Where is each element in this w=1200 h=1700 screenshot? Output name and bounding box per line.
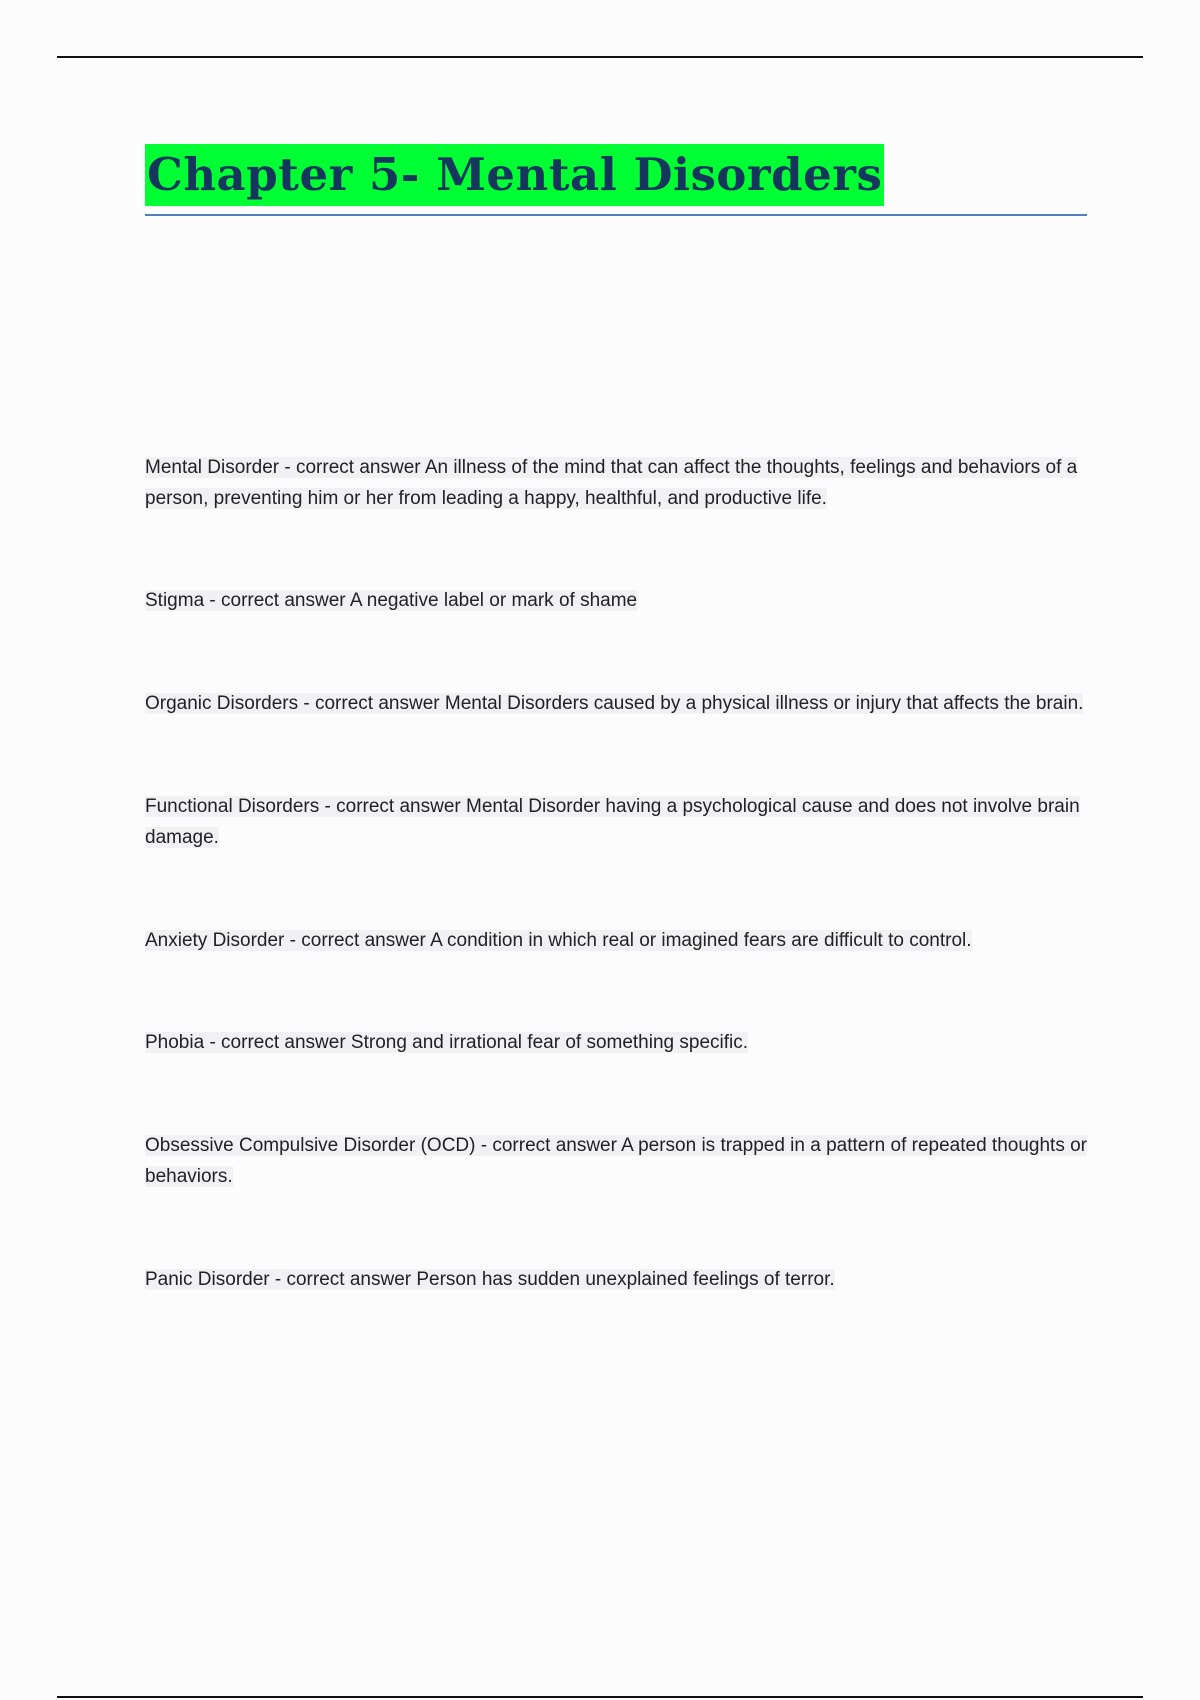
entry-functional-disorders: Functional Disorders - correct answer Mental Disorder having a psychological cause and does not involve brain damage. xyxy=(145,796,1080,848)
entry-organic-disorders: Organic Disorders - correct answer Mental Disorders caused by a physical illness or injury that affects the brain. xyxy=(145,693,1084,714)
flashcard-list xyxy=(145,452,1090,1295)
flashcard-entry xyxy=(145,585,1090,616)
entry-ocd: Obsessive Compulsive Disorder (OCD) - correct answer A person is trapped in a pattern of repeated thoughts or behaviors. xyxy=(145,1135,1087,1187)
flashcard-entry xyxy=(145,688,1090,719)
flashcard-entry xyxy=(145,791,1090,853)
entry-stigma: Stigma - correct answer A negative label or mark of shame xyxy=(145,590,638,611)
page-bottom-rule xyxy=(57,1696,1143,1698)
title-block xyxy=(145,144,1087,206)
entry-anxiety-disorder: Anxiety Disorder - correct answer A condition in which real or imagined fears are difficult to control. xyxy=(145,930,972,951)
title-underline xyxy=(145,214,1087,216)
entry-phobia: Phobia - correct answer Strong and irrational fear of something specific. xyxy=(145,1032,749,1053)
entry-panic-disorder: Panic Disorder - correct answer Person has sudden unexplained feelings of terror. xyxy=(145,1269,835,1290)
flashcard-entry xyxy=(145,1027,1090,1058)
flashcard-entry xyxy=(145,1264,1090,1295)
flashcard-entry xyxy=(145,452,1090,514)
page-top-rule xyxy=(57,56,1143,58)
page-title: Chapter 5- Mental Disorders xyxy=(145,144,884,206)
entry-mental-disorder: Mental Disorder - correct answer An illness of the mind that can affect the thoughts, feelings and behaviors of a person, preventing him or her from leading a happy, healthful, and productive life. xyxy=(145,457,1078,509)
flashcard-entry xyxy=(145,925,1090,956)
flashcard-entry xyxy=(145,1130,1090,1192)
